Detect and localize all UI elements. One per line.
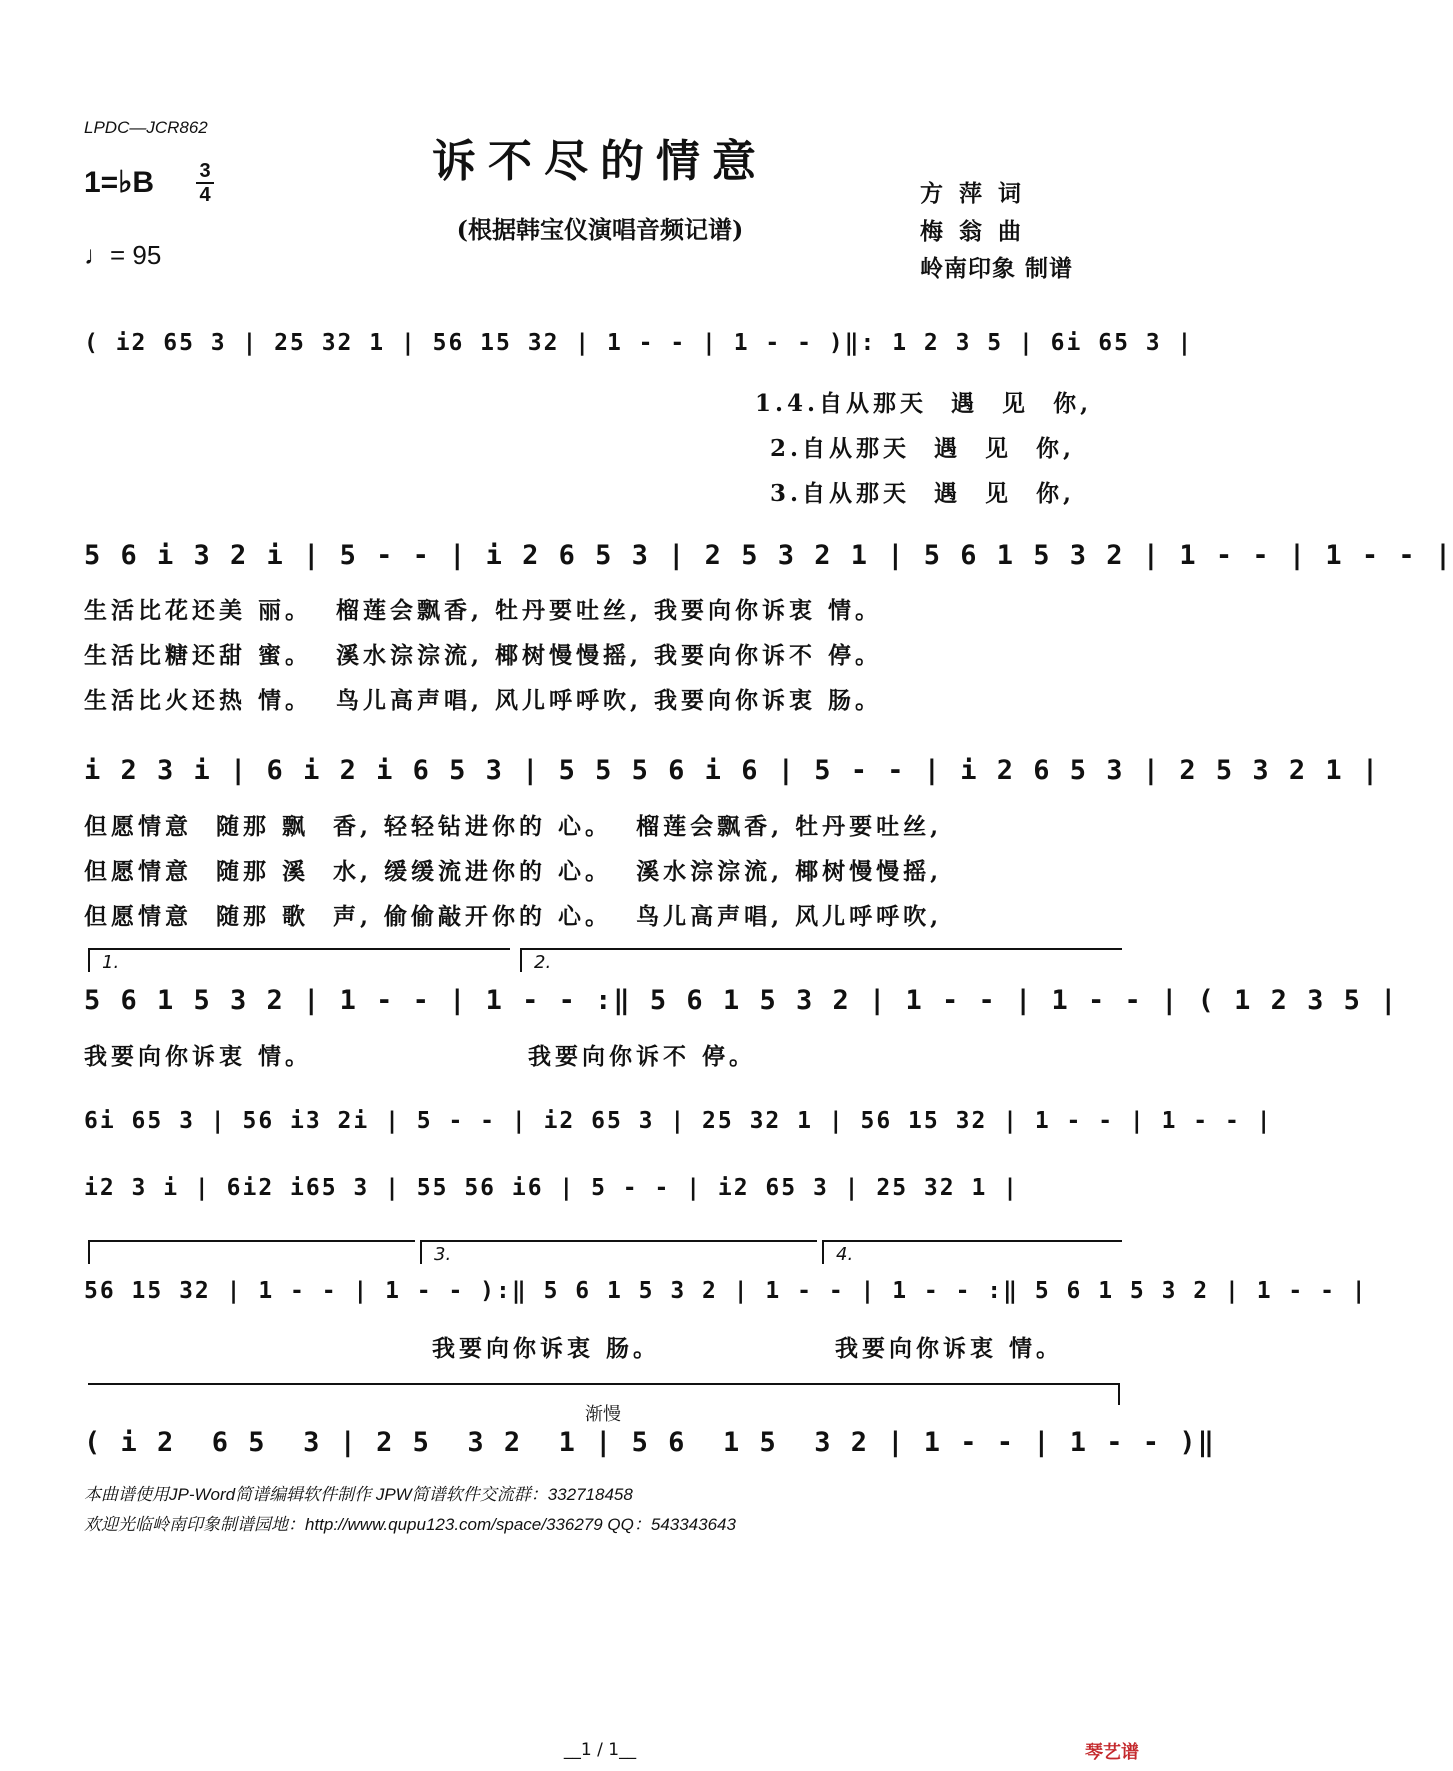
coda-rule-end xyxy=(1118,1383,1120,1405)
score-line-8: ( i 2 6 5 3 | 2 5 3 2 1 | 5 6 1 5 3 2 | 1 - - | 1 - - )‖ xyxy=(84,1427,1216,1458)
lyrics-line-4-ending-1: 我要向你诉衷 情。 xyxy=(84,1043,313,1070)
volta-2-label: 2. xyxy=(534,952,552,973)
key-signature: 1=♭B xyxy=(84,166,155,199)
volta-1-label: 1. xyxy=(102,952,120,973)
lyrics-line-3-verse-3: 但愿情意 随那 歌 声, 偷偷敲开你的 心。 鸟儿高声唱, 风儿呼呼吹, xyxy=(84,903,943,930)
site-logo: 琴艺谱 xyxy=(1085,1742,1139,1763)
lyrics-line-3-verse-2: 但愿情意 随那 溪 水, 缓缓流进你的 心。 溪水淙淙流, 椰树慢慢摇, xyxy=(84,858,943,885)
lyricist-credit: 方 萍 词 xyxy=(920,180,1026,207)
score-line-2: 5 6 i 3 2 i | 5 - - | i 2 6 5 3 | 2 5 3 2 1 | 5 6 1 5 3 2 | 1 - - | 1 - - | xyxy=(84,540,1453,571)
tempo-mark: ♩= 95 xyxy=(84,240,162,270)
composer-credit: 梅 翁 曲 xyxy=(920,218,1026,245)
volta-4 xyxy=(822,1240,1122,1264)
page-number: __1 / 1__ xyxy=(563,1740,637,1760)
volta-1 xyxy=(88,948,510,972)
lyrics-line-7-ending-3: 我要向你诉衷 肠。 xyxy=(432,1335,661,1362)
lyrics-line-4-ending-2: 我要向你诉不 停。 xyxy=(528,1043,757,1070)
score-line-5: 6i 65 3 | 56 i3 2i | 5 - - | i2 65 3 | 25 32 1 | 56 15 32 | 1 - - | 1 - - | xyxy=(84,1108,1273,1134)
score-line-4: 5 6 1 5 3 2 | 1 - - | 1 - - :‖ 5 6 1 5 3 2 | 1 - - | 1 - - | ( 1 2 3 5 | xyxy=(84,985,1399,1016)
lyrics-line-1-verse-2: 2.自从那天 遇 见 你, xyxy=(770,435,1076,462)
time-signature xyxy=(196,160,214,206)
meter-top: 3 xyxy=(199,160,211,182)
lyrics-line-1-verse-1: 1.4.自从那天 遇 见 你, xyxy=(755,390,1093,417)
lyrics-line-7-ending-4: 我要向你诉衷 情。 xyxy=(835,1335,1064,1362)
volta-2 xyxy=(520,948,1122,972)
score-line-1: ( i2 65 3 | 25 32 1 | 56 15 32 | 1 - - | 1 - - )‖: 1 2 3 5 | 6i 65 3 | xyxy=(84,330,1194,356)
score-line-3: i 2 3 i | 6 i 2 i 6 5 3 | 5 5 5 6 i 6 | 5 - - | i 2 6 5 3 | 2 5 3 2 1 | xyxy=(84,755,1381,786)
volta-bracket-interlude xyxy=(88,1240,415,1264)
volta-4-label: 4. xyxy=(836,1244,854,1265)
lyrics-line-2-verse-2: 生活比糖还甜 蜜。 溪水淙淙流, 椰树慢慢摇, 我要向你诉不 停。 xyxy=(84,642,883,669)
ritardando-mark: 渐慢 xyxy=(585,1404,621,1425)
score-code: LPDC—JCR862 xyxy=(84,118,208,137)
meter-bottom: 4 xyxy=(199,184,211,206)
score-line-6: i2 3 i | 6i2 i65 3 | 55 56 i6 | 5 - - | i2 65 3 | 25 32 1 | xyxy=(84,1175,1019,1201)
coda-rule xyxy=(88,1383,1120,1386)
lyrics-line-1-verse-3: 3.自从那天 遇 见 你, xyxy=(770,480,1076,507)
volta-3 xyxy=(420,1240,817,1264)
footer-website-note: 欢迎光临岭南印象制谱园地：http://www.qupu123.com/space/336279 QQ：543343643 xyxy=(84,1515,736,1534)
lyrics-line-2-verse-1: 生活比花还美 丽。 榴莲会飘香, 牡丹要吐丝, 我要向你诉衷 情。 xyxy=(84,597,883,624)
score-line-7: 56 15 32 | 1 - - | 1 - - ):‖ 5 6 1 5 3 2 | 1 - - | 1 - - :‖ 5 6 1 5 3 2 | 1 - - | xyxy=(84,1278,1368,1304)
lyrics-line-3-verse-1: 但愿情意 随那 飘 香, 轻轻钻进你的 心。 榴莲会飘香, 牡丹要吐丝, xyxy=(84,813,943,840)
song-subtitle: (根据韩宝仪演唱音频记谱) xyxy=(456,215,744,244)
arranger-credit: 岭南印象 制谱 xyxy=(920,255,1074,282)
song-title: 诉不尽的情意 xyxy=(432,136,768,187)
volta-3-label: 3. xyxy=(434,1244,452,1265)
footer-software-note: 本曲谱使用JP-Word简谱编辑软件制作 JPW简谱软件交流群：332718458 xyxy=(84,1485,633,1504)
lyrics-line-2-verse-3: 生活比火还热 情。 鸟儿高声唱, 风儿呼呼吹, 我要向你诉衷 肠。 xyxy=(84,687,883,714)
